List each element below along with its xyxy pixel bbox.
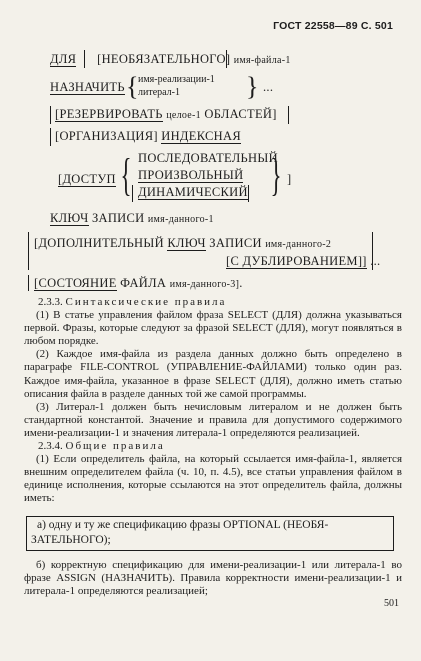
rule-1: (1) В статье управления файлом фраза SELECT (ДЛЯ) должна указываться первой. Фразы, которые следуют за фразой SELECT (ДЛЯ), могут появляться в любом порядке. [24, 309, 402, 348]
kw-select: ДЛЯ [50, 52, 77, 66]
page-number: 501 [384, 598, 399, 609]
altkey-dots: ... [370, 254, 381, 268]
footer-paragraph [24, 559, 402, 598]
reserve-bar-left [50, 106, 51, 124]
rule-3: (3) Литерал-1 должен быть нечисловым литералом и не должен быть стандартной константой. Значение и правила для допустимого содержимого имени-реализации-1 и значения литерала-1 определяются реализацией. [24, 400, 402, 439]
opt-random: ПРОИЗВОЛЬНЫЙ [138, 168, 244, 182]
brace-close: } [246, 72, 259, 101]
access-close: ] [287, 172, 292, 186]
arg-dataname-3: имя-данного-3] [169, 279, 240, 290]
kw-alt-record: ЗАПИСИ [209, 236, 262, 250]
syntax-duplicates [226, 254, 380, 269]
altkey-bar-right [372, 232, 373, 270]
kw-assign: НАЗНАЧИТЬ [50, 80, 125, 94]
kw-reserve: [РЕЗЕРВИРОВАТЬ [55, 107, 163, 121]
note-box [26, 516, 394, 551]
syntax-assign-line [50, 80, 125, 95]
alt-implementation-name: имя-реализации-1 [138, 74, 215, 85]
rule-2: (2) Каждое имя-файла из раздела данных должно быть определено в параграфе FILE-CONTROL (УПРАВЛЕНИЕ-ФАЙЛАМИ) только один раз. Каждое имя-файла, указанное в фразе SELECT (ДЛЯ), должно иметь статью описания файла в разделе данных той же самой программы. [24, 348, 402, 400]
section-syntax-rules [24, 296, 402, 506]
syntax-record-key-line [50, 211, 214, 226]
footer-text: б) корректную спецификацию для имени-реализации-1 или литерала-1 во фразе ASSIGN (НАЗНАЧИТЬ). Правила корректности имени-реализации-1 и литерала-1 определяются реализацией; [24, 559, 402, 598]
brace-open: { [126, 72, 139, 101]
note-line-2: ЗАТЕЛЬНОГО); [31, 534, 111, 546]
kw-alt-key: КЛЮЧ [167, 236, 206, 250]
alt-literal: литерал-1 [138, 87, 180, 98]
kw-alternate: [ДОПОЛНИТЕЛЬНЫЙ [34, 236, 164, 250]
kw-areas: ОБЛАСТЕЙ] [204, 107, 277, 121]
kw-status: [СОСТОЯНИЕ [34, 276, 117, 290]
syntax-access-kw [58, 172, 116, 187]
kw-record: ЗАПИСИ [91, 211, 145, 225]
kw-file: ФАЙЛА [120, 276, 167, 290]
arg-filename-1: имя-файла-1 [233, 55, 291, 66]
dyn-bar-right [248, 185, 249, 202]
section-234-title: 2.3.4. Общие правила [38, 440, 165, 453]
syntax-status-line [34, 276, 243, 291]
dyn-bar-left [132, 185, 133, 202]
access-options [138, 150, 278, 201]
org-bar-left [50, 128, 51, 146]
assign-alternatives [138, 73, 215, 99]
note-line-1: а) одну и ту же спецификацию фразы OPTIONAL (НЕОБЯ- [37, 519, 329, 531]
kw-optional: [НЕОБЯЗАТЕЛЬНОГО] [97, 52, 231, 66]
syntax-select-line [50, 52, 291, 67]
access-brace-open: { [120, 149, 132, 200]
reserve-bar-right [288, 106, 289, 124]
kw-indexed: ИНДЕКСНАЯ [161, 129, 241, 143]
kw-access: [ДОСТУП [58, 172, 116, 186]
repeat-dots: ... [263, 80, 274, 94]
arg-dataname-1: имя-данного-1 [147, 214, 214, 225]
section-233-title: 2.3.3. Синтаксические правила [38, 296, 227, 308]
optional-bar-right [226, 50, 227, 68]
arg-integer-1: целое-1 [166, 110, 201, 121]
access-brace-close: } [270, 149, 282, 200]
syntax-reserve-line [55, 107, 277, 122]
altkey-bar-left [28, 232, 29, 270]
syntax-organization-line [55, 129, 241, 144]
kw-key: КЛЮЧ [50, 211, 89, 225]
arg-dataname-2: имя-данного-2 [265, 239, 332, 250]
syntax-alt-key-line [34, 236, 331, 251]
page-header: ГОСТ 22558—89 С. 501 [273, 20, 393, 32]
opt-sequential: ПОСЛЕДОВАТЕЛЬНЫЙ [138, 151, 278, 165]
status-period: . [239, 276, 243, 290]
optional-bar-left [84, 50, 85, 68]
kw-organization: [ОРГАНИЗАЦИЯ] [55, 129, 158, 143]
opt-dynamic: ДИНАМИЧЕСКИЙ [138, 185, 248, 199]
kw-with-duplicates: [С ДУБЛИРОВАНИЕМ]] [226, 254, 367, 268]
status-bar-left [28, 275, 29, 291]
general-rule-1: (1) Если определитель файла, на который ссылается имя-файла-1, является внешним определителем файла (ч. 10, п. 4.5), все статьи управления файлом в единице исполнения, которые ссылаются на этот определитель файла, должны иметь: [24, 453, 402, 505]
